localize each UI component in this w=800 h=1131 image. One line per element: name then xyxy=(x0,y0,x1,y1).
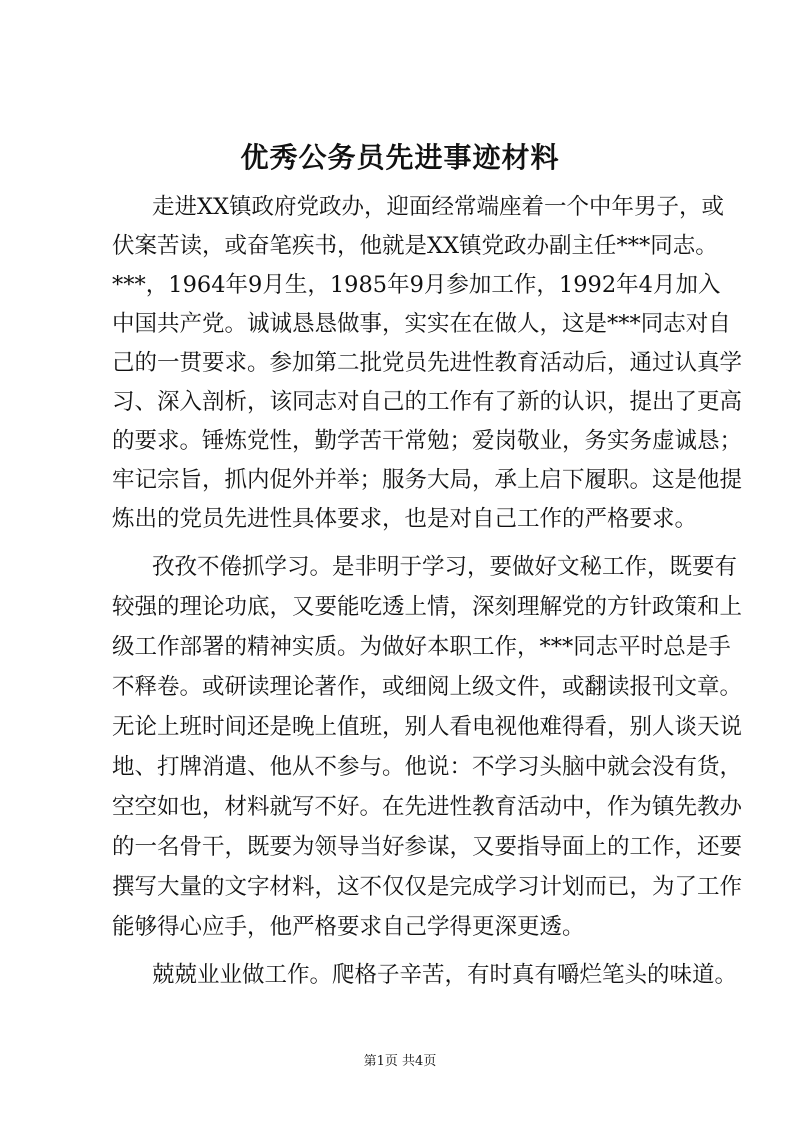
paragraph-line: 空空如也，材料就写不好。在先进性教育活动中，作为镇先教办 xyxy=(112,794,743,820)
paragraph-line: 己的一贯要求。参加第二批党员先进性教育活动后，通过认真学 xyxy=(112,350,743,376)
paragraph-line: 的一名骨干，既要为领导当好参谋，又要指导面上的工作，还要 xyxy=(112,834,743,860)
paragraph-line: 级工作部署的精神实质。为做好本职工作，***同志平时总是手 xyxy=(112,634,731,660)
paragraph-line: 不释卷。或研读理论著作，或细阅上级文件，或翻读报刊文章。 xyxy=(112,674,743,700)
paragraph-line: 无论上班时间还是晚上值班，别人看电视他难得看，别人谈天说 xyxy=(112,714,743,740)
paragraph-line: 中国共产党。诚诚恳恳做事，实实在在做人，这是***同志对自 xyxy=(112,311,731,337)
paragraph-line: 孜孜不倦抓学习。是非明于学习，要做好文秘工作，既要有 xyxy=(152,554,738,580)
paragraph-line: 兢兢业业做工作。爬格子辛苦，有时真有嚼烂笔头的味道。 xyxy=(152,962,738,988)
paragraph-line: ***，1964年9月生，1985年9月参加工作，1992年4月加入 xyxy=(112,272,721,298)
page-footer: 第1页 共4页 xyxy=(363,1054,437,1069)
paragraph-line: 习、深入剖析，该同志对自己的工作有了新的认识，提出了更高 xyxy=(112,389,743,415)
paragraph-line: 炼出的党员先进性具体要求，也是对自己工作的严格要求。 xyxy=(112,506,698,532)
paragraph-line: 能够得心应手，他严格要求自己学得更深更透。 xyxy=(112,914,585,940)
paragraph-line: 地、打牌消遣、他从不参与。他说：不学习头脑中就会没有货， xyxy=(112,754,743,780)
paragraph-line: 伏案苦读，或奋笔疾书，他就是XX镇党政办副主任***同志。 xyxy=(112,233,718,259)
paragraph-line: 较强的理论功底，又要能吃透上情，深刻理解党的方针政策和上 xyxy=(112,594,743,620)
paragraph-line: 的要求。锤炼党性，勤学苦干常勉；爱岗敬业，务实务虚诚恳； xyxy=(112,428,743,454)
document-title: 优秀公务员先进事迹材料 xyxy=(240,141,560,174)
paragraph-line: 牢记宗旨，抓内促外并举；服务大局，承上启下履职。这是他提 xyxy=(112,467,743,493)
paragraph-line: 撰写大量的文字材料，这不仅仅是完成学习计划而已，为了工作 xyxy=(112,874,743,900)
paragraph-line: 走进XX镇政府党政办，迎面经常端座着一个中年男子，或 xyxy=(152,194,725,220)
